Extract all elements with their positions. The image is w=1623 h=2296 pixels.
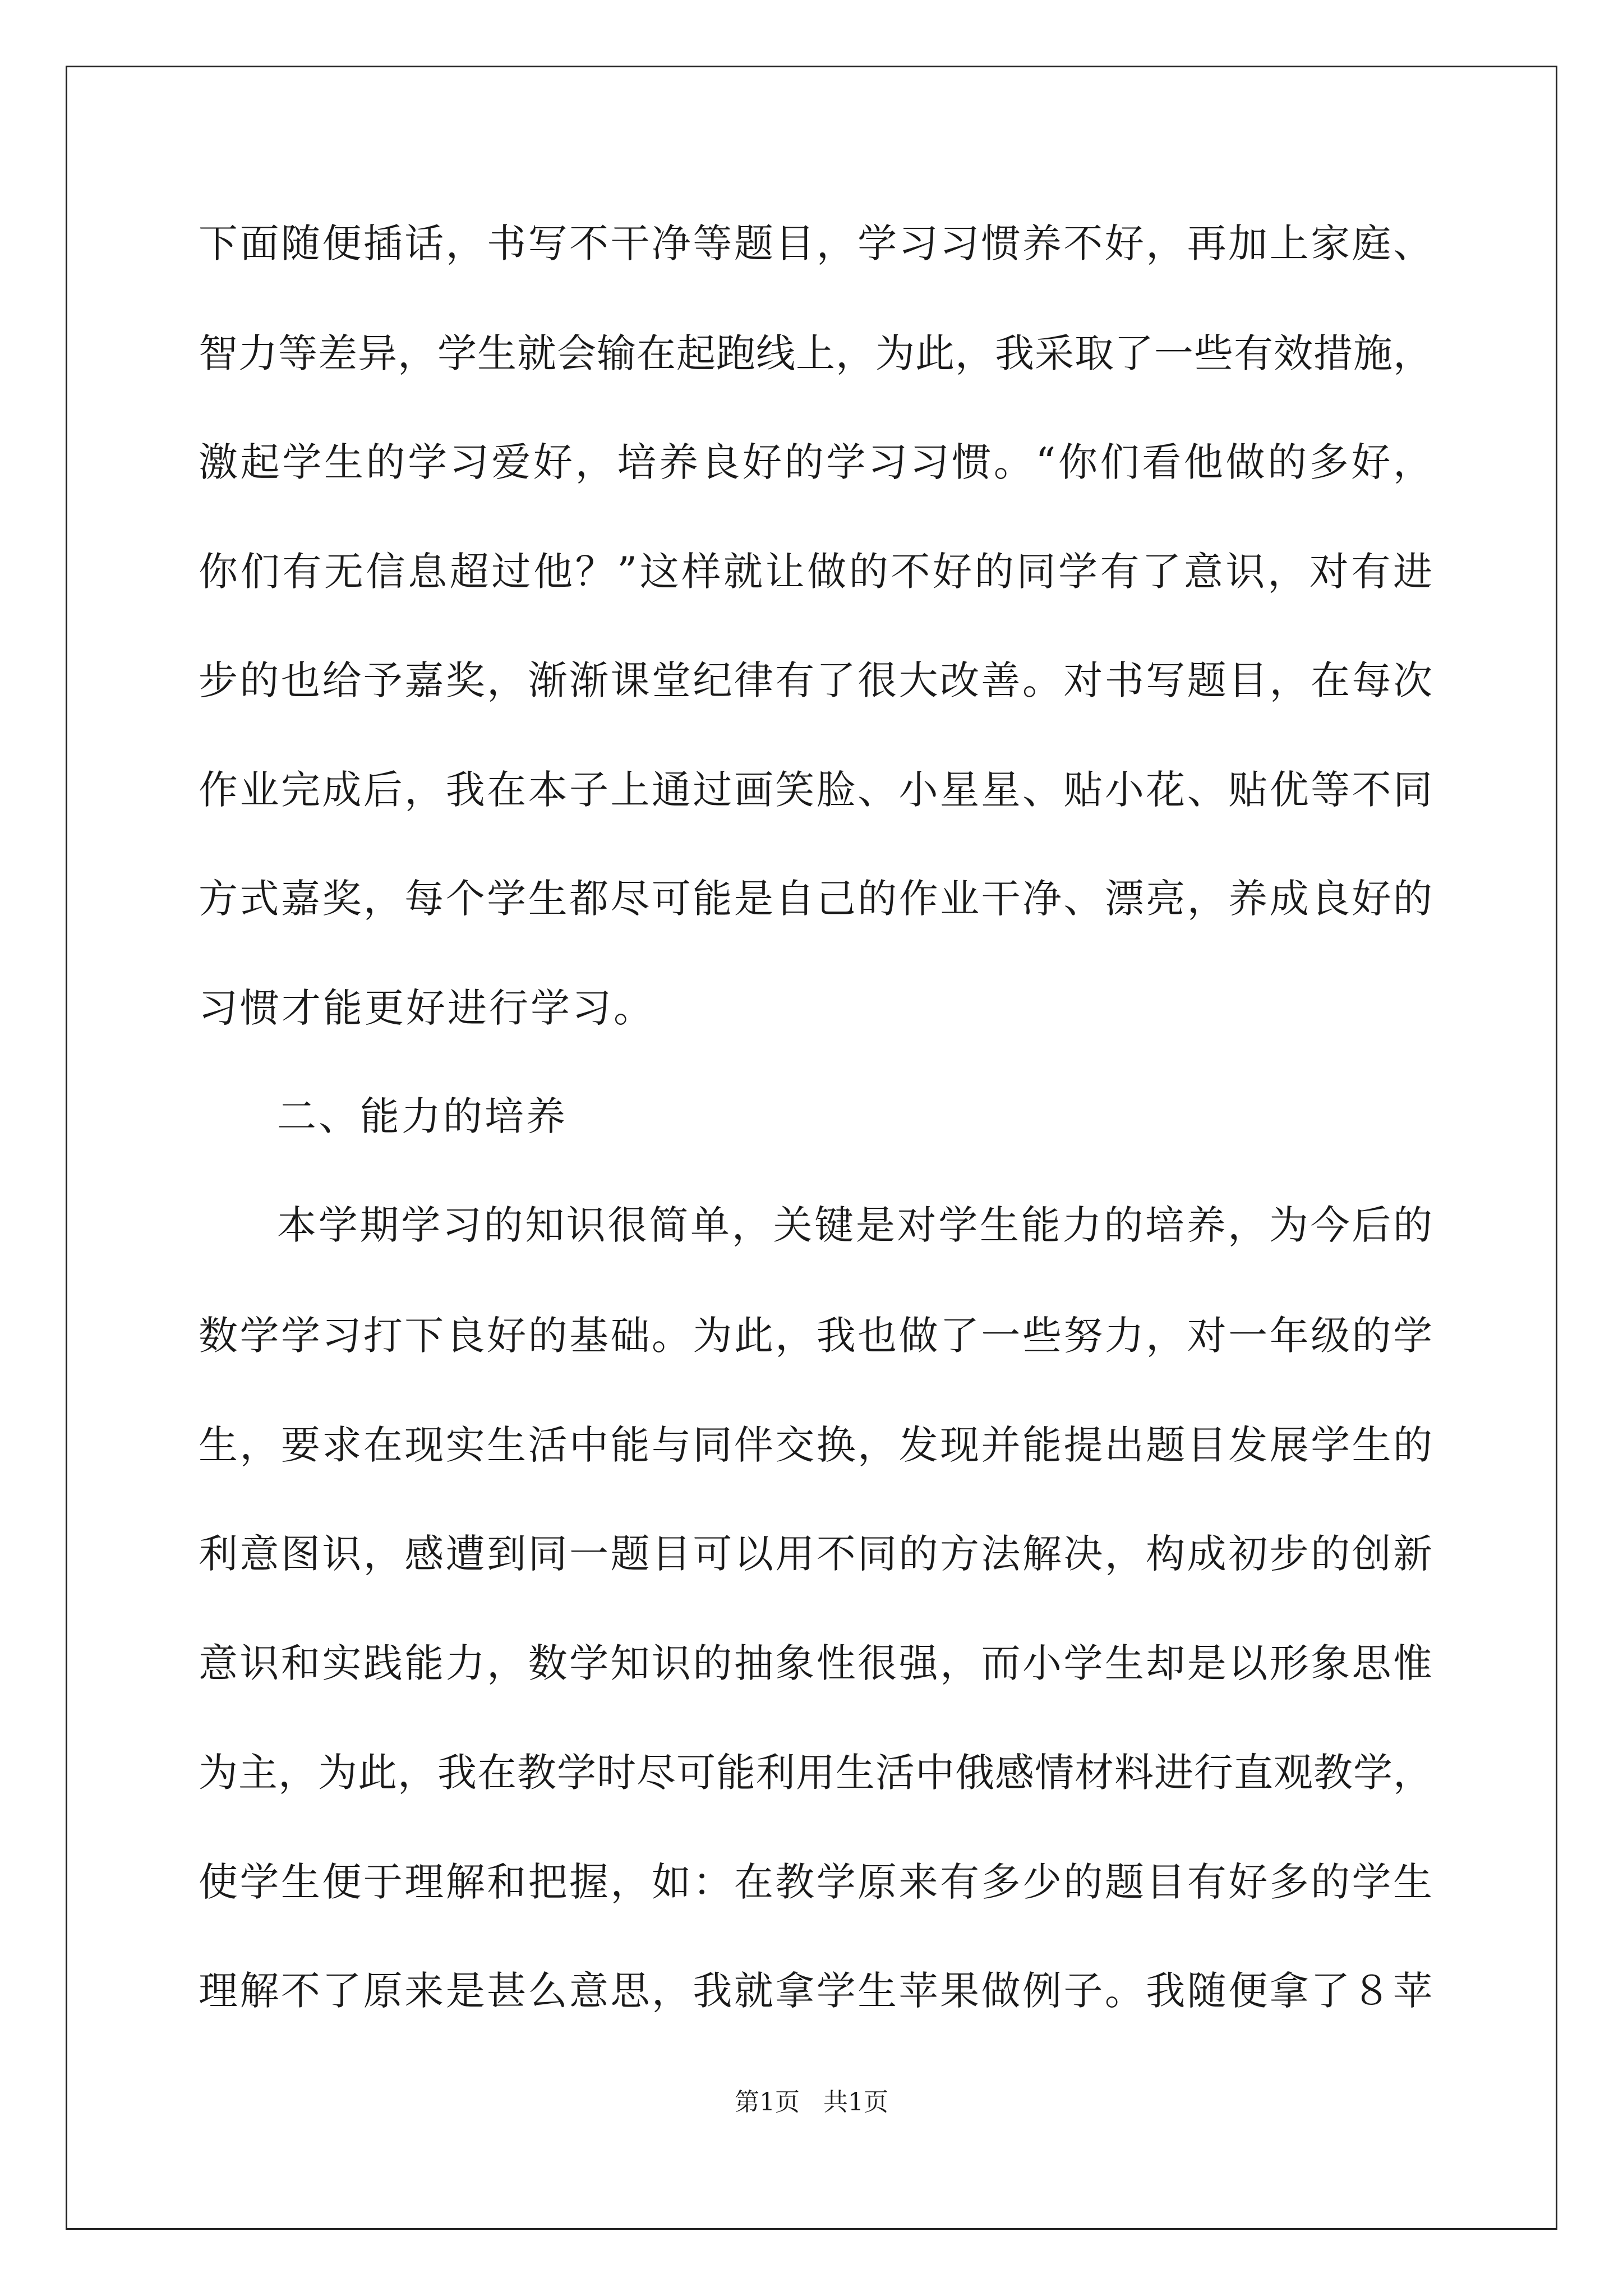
text-line: 作业完成后，我在本子上通过画笑脸、小星星、贴小花、贴优等不同	[199, 767, 1432, 813]
page-total: 共1页	[823, 2088, 888, 2116]
text-line: 本学期学习的知识很简单，关键是对学生能力的培养，为今后的	[277, 1202, 1432, 1248]
section-heading: 二、能力的培养	[277, 1093, 568, 1139]
text-line: 为主，为此，我在教学时尽可能利用生活中俄感情材料进行直观教学，	[199, 1750, 1432, 1796]
text-line: 步的也给予嘉奖，渐渐课堂纪律有了很大改善。对书写题目，在每次	[199, 657, 1432, 703]
text-line: 方式嘉奖，每个学生都尽可能是自己的作业干净、漂亮，养成良好的	[199, 876, 1432, 922]
text-line: 理解不了原来是甚么意思，我就拿学生苹果做例子。我随便拿了８苹	[199, 1968, 1432, 2014]
text-line: 习惯才能更好进行学习。	[199, 985, 655, 1031]
page-footer	[0, 2086, 1623, 2119]
text-line: 智力等差异，学生就会输在起跑线上，为此，我采取了一些有效措施，	[199, 330, 1432, 376]
page-number: 第1页	[735, 2088, 800, 2116]
text-line: 下面随便插话，书写不干净等题目，学习习惯养不好，再加上家庭、	[199, 220, 1432, 266]
text-line: 你们有无信息超过他？”这样就让做的不好的同学有了意识，对有进	[199, 549, 1432, 595]
text-line: 激起学生的学习爱好，培养良好的学习习惯。“你们看他做的多好，	[199, 439, 1432, 485]
text-line: 使学生便于理解和把握，如：在教学原来有多少的题目有好多的学生	[199, 1859, 1432, 1905]
text-line: 意识和实践能力，数学知识的抽象性很强，而小学生却是以形象思惟	[199, 1640, 1432, 1686]
text-line: 数学学习打下良好的基础。为此，我也做了一些努力，对一年级的学	[199, 1313, 1432, 1359]
text-line: 生，要求在现实生活中能与同伴交换，发现并能提出题目发展学生的	[199, 1422, 1432, 1468]
text-line: 利意图识，感遭到同一题目可以用不同的方法解决，构成初步的创新	[199, 1531, 1432, 1577]
